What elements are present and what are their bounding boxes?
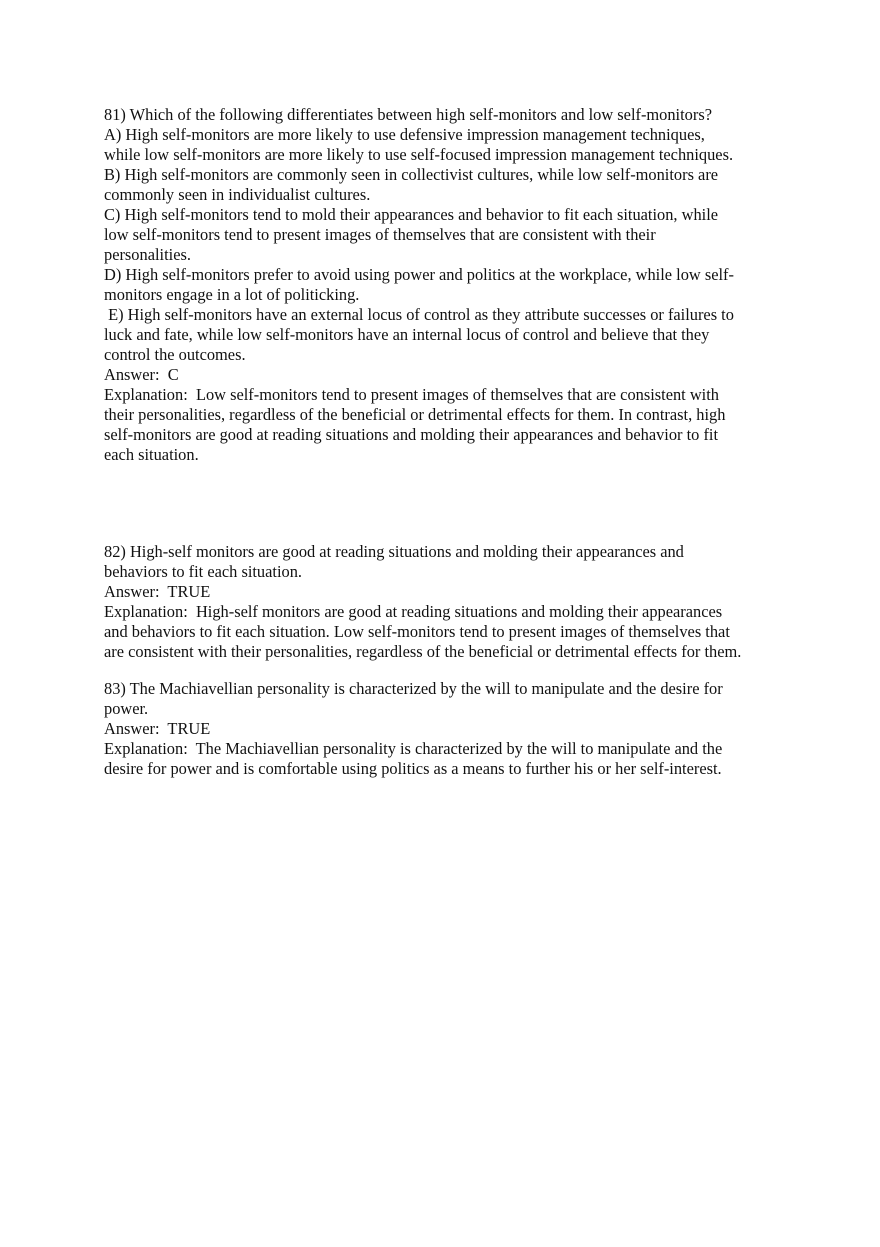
answer-line: Answer: TRUE	[104, 582, 211, 601]
option-c-line: personalities.	[104, 245, 191, 264]
explanation-line: desire for power and is comfortable using politics as a means to further his or her self-interest.	[104, 759, 722, 778]
question-83-stem: power.	[104, 699, 149, 718]
question-82-stem: 82) High-self monitors are good at reading situations and molding their appearances and	[104, 542, 684, 561]
question-83	[104, 679, 794, 779]
explanation-line: Explanation: The Machiavellian personality is characterized by the will to manipulate and the	[104, 739, 723, 758]
option-c-line: C) High self-monitors tend to mold their appearances and behavior to fit each situation, while	[104, 205, 719, 224]
answer-line: Answer: C	[104, 365, 179, 384]
option-a-line: while low self-monitors are more likely to use self-focused impression management techniques.	[104, 145, 734, 164]
explanation-line: Explanation: High-self monitors are good at reading situations and molding their appearances	[104, 602, 723, 621]
option-d-line: D) High self-monitors prefer to avoid using power and politics at the workplace, while low self-	[104, 265, 734, 284]
explanation-line: their personalities, regardless of the beneficial or detrimental effects for them. In contrast, high	[104, 405, 726, 424]
option-e-line: E) High self-monitors have an external locus of control as they attribute successes or failures to	[104, 305, 734, 324]
explanation-line: and behaviors to fit each situation. Low self-monitors tend to present images of themselves that	[104, 622, 730, 641]
option-c-line: low self-monitors tend to present images of themselves that are consistent with their	[104, 225, 656, 244]
question-81	[104, 105, 794, 465]
option-b-line: B) High self-monitors are commonly seen in collectivist cultures, while low self-monitors are	[104, 165, 719, 184]
option-b-line: commonly seen in individualist cultures.	[104, 185, 371, 204]
explanation-line: each situation.	[104, 445, 199, 464]
question-81-stem: 81) Which of the following differentiates between high self-monitors and low self-monitors?	[104, 105, 712, 124]
question-82	[104, 542, 794, 662]
option-d-line: monitors engage in a lot of politicking.	[104, 285, 360, 304]
option-e-line: control the outcomes.	[104, 345, 246, 364]
explanation-line: are consistent with their personalities, regardless of the beneficial or detrimental effects for them.	[104, 642, 742, 661]
explanation-line: Explanation: Low self-monitors tend to present images of themselves that are consistent with	[104, 385, 719, 404]
option-a-line: A) High self-monitors are more likely to use defensive impression management techniques,	[104, 125, 705, 144]
option-e-line: luck and fate, while low self-monitors have an internal locus of control and believe that they	[104, 325, 710, 344]
question-83-stem: 83) The Machiavellian personality is characterized by the will to manipulate and the desire for	[104, 679, 723, 698]
question-82-stem: behaviors to fit each situation.	[104, 562, 303, 581]
explanation-line: self-monitors are good at reading situations and molding their appearances and behavior to fit	[104, 425, 719, 444]
answer-line: Answer: TRUE	[104, 719, 211, 738]
